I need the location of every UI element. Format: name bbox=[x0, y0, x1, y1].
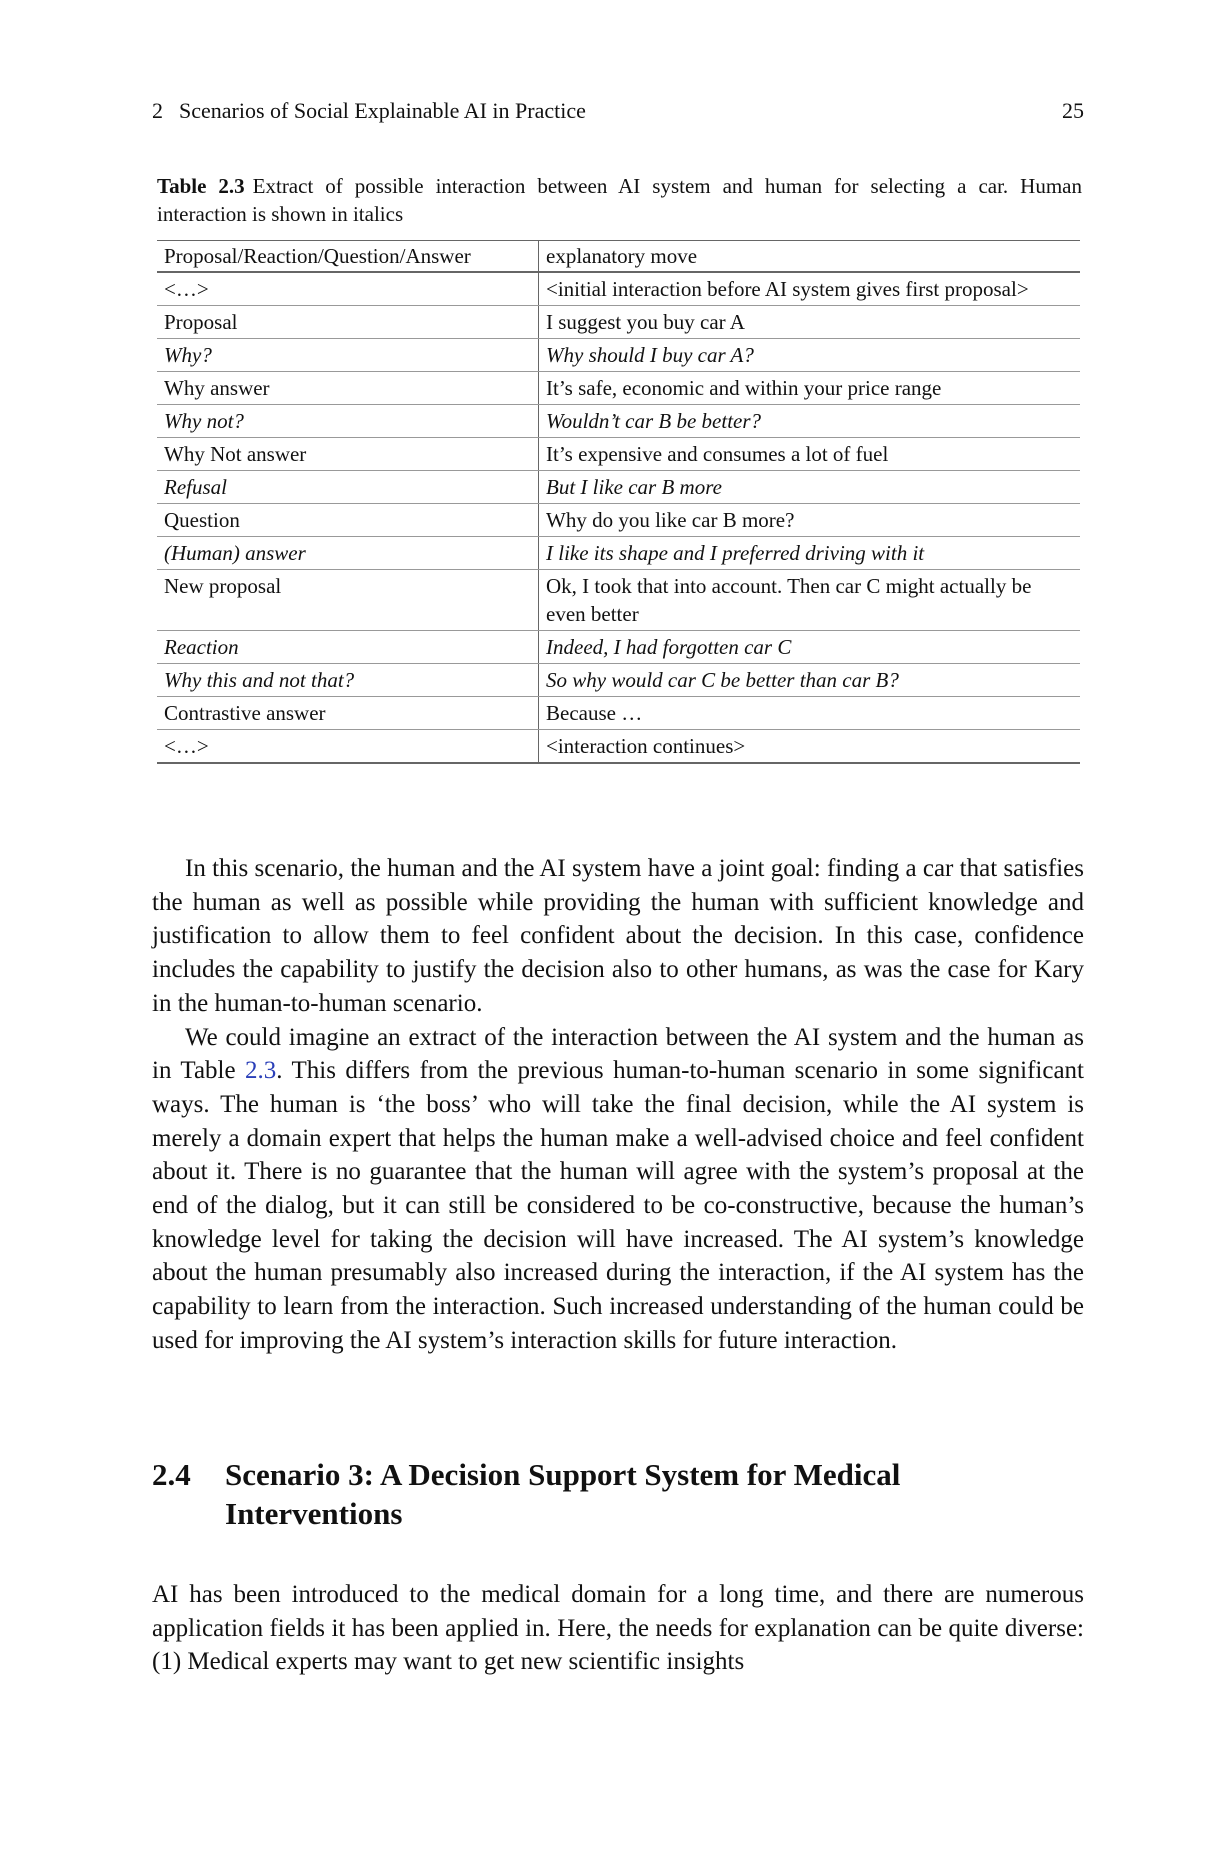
table-row bbox=[157, 697, 1080, 730]
move-cell: Refusal bbox=[157, 471, 539, 504]
explanatory-move-cell: <interaction continues> bbox=[539, 730, 1081, 764]
move-cell: Why not? bbox=[157, 405, 539, 438]
table-row bbox=[157, 306, 1080, 339]
explanatory-move-cell: So why would car C be better than car B? bbox=[539, 664, 1081, 697]
table-row bbox=[157, 471, 1080, 504]
explanatory-move-cell: Indeed, I had forgotten car C bbox=[539, 631, 1081, 664]
table-row bbox=[157, 504, 1080, 537]
paragraph: AI has been introduced to the medical domain for a long time, and there are numerous application fields it has been applied in. Here, the needs for explanation can be quite diverse: (1) Medical experts may want to get new scientific insights bbox=[152, 1581, 1084, 1676]
move-cell: Why this and not that? bbox=[157, 664, 539, 697]
explanatory-move-cell: Why do you like car B more? bbox=[539, 504, 1081, 537]
table-reference-link[interactable]: 2.3 bbox=[245, 1057, 277, 1085]
table-caption-text: Extract of possible interaction between AI system and human for selecting a car. Human interaction is shown in italics bbox=[157, 174, 1082, 226]
explanatory-move-cell: It’s expensive and consumes a lot of fuel bbox=[539, 438, 1081, 471]
paragraph bbox=[152, 1021, 1084, 1358]
explanatory-move-cell: Why should I buy car A? bbox=[539, 339, 1081, 372]
chapter-title: Scenarios of Social Explainable AI in Practice bbox=[179, 98, 586, 123]
table-body bbox=[157, 272, 1080, 763]
body-text-block-1 bbox=[152, 852, 1084, 1358]
move-cell: Contrastive answer bbox=[157, 697, 539, 730]
move-cell: New proposal bbox=[157, 570, 539, 631]
table-row bbox=[157, 664, 1080, 697]
move-cell: <…> bbox=[157, 272, 539, 306]
move-cell: Question bbox=[157, 504, 539, 537]
table-row bbox=[157, 405, 1080, 438]
table-row bbox=[157, 339, 1080, 372]
table-row bbox=[157, 730, 1080, 764]
chapter-running-title bbox=[152, 97, 602, 125]
column-header-explanatory: explanatory move bbox=[539, 241, 1081, 273]
explanatory-move-cell: But I like car B more bbox=[539, 471, 1081, 504]
paragraph-text: . This differs from the previous human-to-human scenario in some significant ways. The human is ‘the boss’ who will take the final decision, while the AI system is merely a domain expert that helps the human make a well-advised choice and feel confident about it. There is no guarantee that the human will agree with the system’s proposal at the end of the dialog, but it can still be considered to be co-constructive, because the human’s knowledge level for taking the decision will have increased. The AI system’s knowledge about the human presumably also increased during the interaction, if the AI system has the capability to learn from the interaction. Such increased understanding of the human could be used for improving the AI system’s interaction skills for future interaction. bbox=[152, 1057, 1084, 1354]
table-row bbox=[157, 570, 1080, 631]
running-head bbox=[152, 97, 1084, 125]
explanatory-move-cell: Ok, I took that into account. Then car C might actually be even better bbox=[539, 570, 1081, 631]
table-caption bbox=[157, 172, 1082, 228]
chapter-number: 2 bbox=[152, 98, 163, 123]
column-header-move: Proposal/Reaction/Question/Answer bbox=[157, 241, 539, 273]
explanatory-move-cell: <initial interaction before AI system gives first proposal> bbox=[539, 272, 1081, 306]
section-title: Scenario 3: A Decision Support System for Medical Interventions bbox=[225, 1457, 901, 1531]
body-text-block-2 bbox=[152, 1578, 1084, 1679]
table-row bbox=[157, 372, 1080, 405]
move-cell: Why? bbox=[157, 339, 539, 372]
move-cell: Why Not answer bbox=[157, 438, 539, 471]
table-row bbox=[157, 272, 1080, 306]
explanatory-move-cell: I like its shape and I preferred driving with it bbox=[539, 537, 1081, 570]
paragraph: In this scenario, the human and the AI system have a joint goal: finding a car that satisfies the human as well as possible while providing the human with sufficient knowledge and justification to allow them to feel confident about the decision. In this case, confidence includes the capability to justify the decision also to other humans, as was the case for Kary in the human-to-human scenario. bbox=[152, 855, 1084, 1017]
page-number: 25 bbox=[1062, 98, 1084, 123]
section-number: 2.4 bbox=[152, 1457, 191, 1492]
move-cell: Proposal bbox=[157, 306, 539, 339]
explanatory-move-cell: I suggest you buy car A bbox=[539, 306, 1081, 339]
table-header-row bbox=[157, 241, 1080, 273]
explanatory-move-cell: Wouldn’t car B be better? bbox=[539, 405, 1081, 438]
section-heading bbox=[152, 1455, 1084, 1533]
move-cell: Reaction bbox=[157, 631, 539, 664]
table-row bbox=[157, 438, 1080, 471]
table-row bbox=[157, 631, 1080, 664]
move-cell: <…> bbox=[157, 730, 539, 764]
explanatory-move-cell: Because … bbox=[539, 697, 1081, 730]
interaction-table bbox=[157, 240, 1080, 764]
move-cell: Why answer bbox=[157, 372, 539, 405]
table-row bbox=[157, 537, 1080, 570]
move-cell: (Human) answer bbox=[157, 537, 539, 570]
table-label: Table 2.3 bbox=[157, 174, 245, 198]
explanatory-move-cell: It’s safe, economic and within your price range bbox=[539, 372, 1081, 405]
paragraph-text: We could imagine an extract of the interaction between the AI system and the human as in Table bbox=[152, 1023, 1084, 1085]
